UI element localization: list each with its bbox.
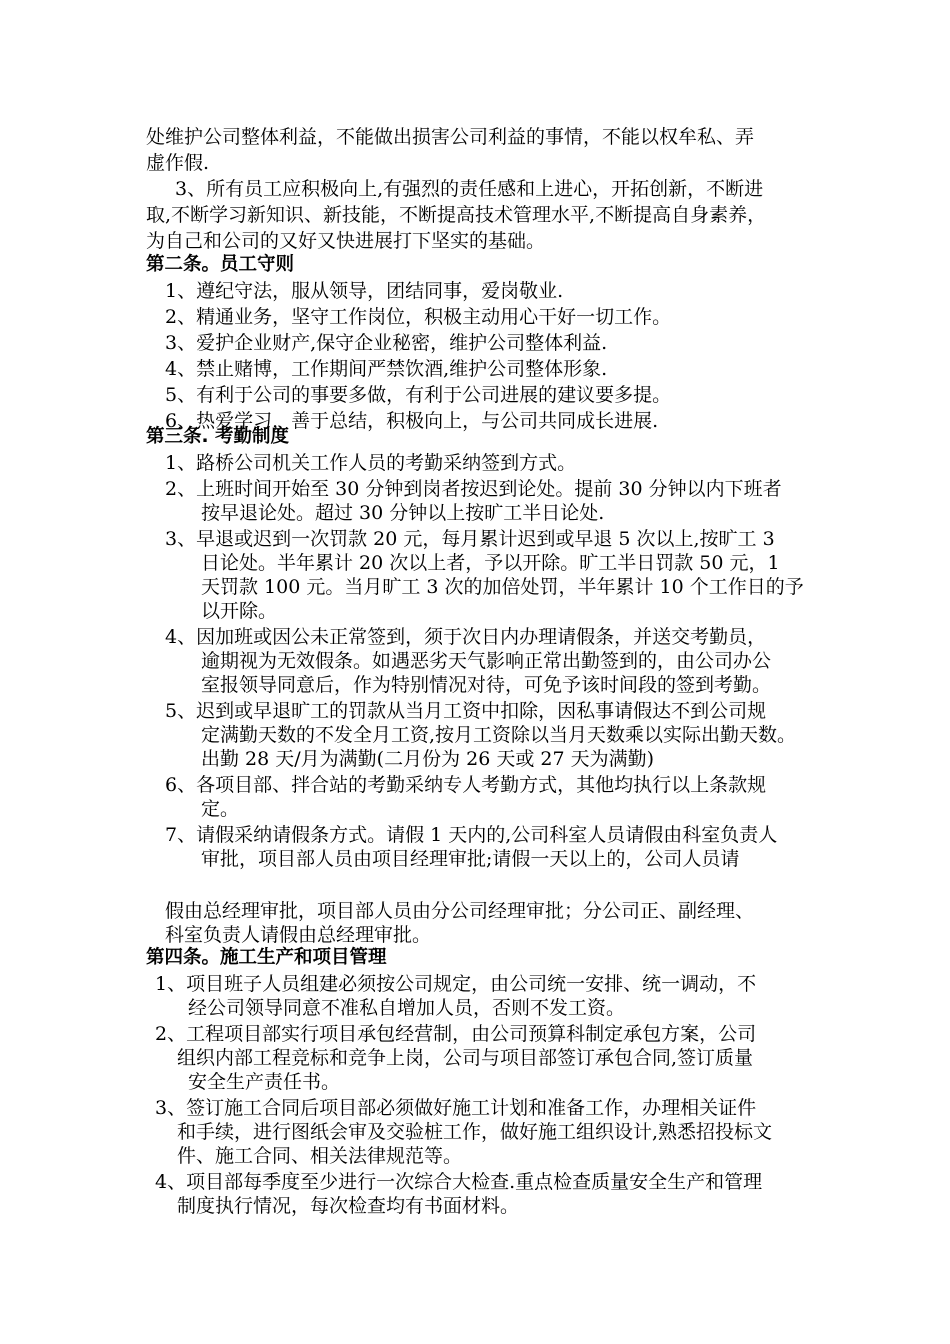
list-item: 4、项目部每季度至少进行一次综合大检查.重点检查质量安全生产和管理 [155,1171,763,1193]
list-item-continuation: 逾期视为无效假条。如遇恶劣天气影响正常出勤签到的，由公司办公 [201,650,772,672]
list-item: 1、遵纪守法，服从领导，团结同事，爱岗敬业. [165,280,564,302]
list-item: 1、路桥公司机关工作人员的考勤采纳签到方式。 [165,452,577,474]
paragraph-line: 处维护公司整体利益，不能做出损害公司利益的事情，不能以权牟私、弄 [146,126,755,148]
list-item-continuation: 和手续，进行图纸会审及交验桩工作，做好施工组织设计,熟悉招投标文 [177,1121,773,1143]
list-item-continuation: 制度执行情况，每次检查均有书面材料。 [177,1195,520,1217]
list-item-continuation: 安全生产责任书。 [188,1071,341,1093]
list-item-continuation: 组织内部工程竞标和竞争上岗，公司与项目部签订承包合同,签订质量 [177,1047,754,1069]
list-item-continuation: 经公司领导同意不准私自增加人员，否则不发工资。 [188,997,626,1019]
list-item: 4、禁止赌博，工作期间严禁饮酒,维护公司整体形象. [165,358,608,380]
paragraph-line: 虚作假. [146,152,210,174]
section-heading: 第二条。员工守则 [146,254,295,275]
list-item-continuation: 以开除。 [201,600,278,622]
list-item-continuation: 日论处。半年累计 20 次以上者，予以开除。旷工半日罚款 50 元，1 [201,552,780,574]
paragraph-line: 科室负责人请假由总经理审批。 [165,924,432,946]
list-item-continuation: 定满勤天数的不发全月工资,按月工资除以当月天数乘以实际出勤天数。 [201,724,797,746]
paragraph-line: 取,不断学习新知识、新技能，不断提高技术管理水平,不断提高自身素养， [146,204,767,226]
list-item: 6、各项目部、拌合站的考勤采纳专人考勤方式，其他均执行以上条款规 [165,774,767,796]
list-item-continuation: 定。 [201,798,240,820]
list-item-continuation: 出勤 28 天/月为满勤(二月份为 26 天或 27 天为满勤) [201,748,654,770]
list-item: 3、签订施工合同后项目部必须做好施工计划和准备工作，办理相关证件 [155,1097,757,1119]
list-item: 7、请假采纳请假条方式。请假 1 天内的,公司科室人员请假由科室负责人 [165,824,778,846]
list-item: 2、工程项目部实行项目承包经营制，由公司预算科制定承包方案，公司 [155,1023,757,1045]
section-heading: 第三条. 考勤制度 [146,426,289,447]
list-item: 6、热爱学习，善于总结，积极向上，与公司共同成长进展. [165,410,659,432]
paragraph-line: 3、所有员工应积极向上,有强烈的责任感和上进心，开拓创新，不断进 [175,178,764,200]
list-item-continuation: 审批，项目部人员由项目经理审批;请假一天以上的，公司人员请 [201,848,740,870]
paragraph-line: 假由总经理审批，项目部人员由分公司经理审批；分公司正、副经理、 [165,900,755,922]
list-item: 5、有利于公司的事要多做，有利于公司进展的建议要多提。 [165,384,672,406]
section-heading: 第四条。施工生产和项目管理 [146,947,387,968]
list-item-continuation: 天罚款 100 元。当月旷工 3 次的加倍处罚，半年累计 10 个工作日的予 [201,576,804,598]
list-item: 2、精通业务，坚守工作岗位，积极主动用心干好一切工作。 [165,306,672,328]
list-item: 4、因加班或因公未正常签到，须于次日内办理请假条，并送交考勤员， [165,626,767,648]
paragraph-line: 为自己和公司的又好又快进展打下坚实的基础。 [146,230,546,252]
list-item: 5、迟到或早退旷工的罚款从当月工资中扣除，因私事请假达不到公司规 [165,700,767,722]
list-item-continuation: 室报领导同意后，作为特别情况对待，可免予该时间段的签到考勤。 [201,674,772,696]
list-item: 1、项目班子人员组建必须按公司规定，由公司统一安排、统一调动，不 [155,973,757,995]
list-item-continuation: 按早退论处。超过 30 分钟以上按旷工半日论处. [201,502,605,524]
list-item-continuation: 件、施工合同、相关法律规范等。 [177,1145,463,1167]
list-item: 3、爱护企业财产,保守企业秘密，维护公司整体利益. [165,332,608,354]
list-item: 2、上班时间开始至 30 分钟到岗者按迟到论处。提前 30 分钟以内下班者 [165,478,782,500]
list-item: 3、早退或迟到一次罚款 20 元，每月累计迟到或早退 5 次以上,按旷工 3 [165,528,775,550]
